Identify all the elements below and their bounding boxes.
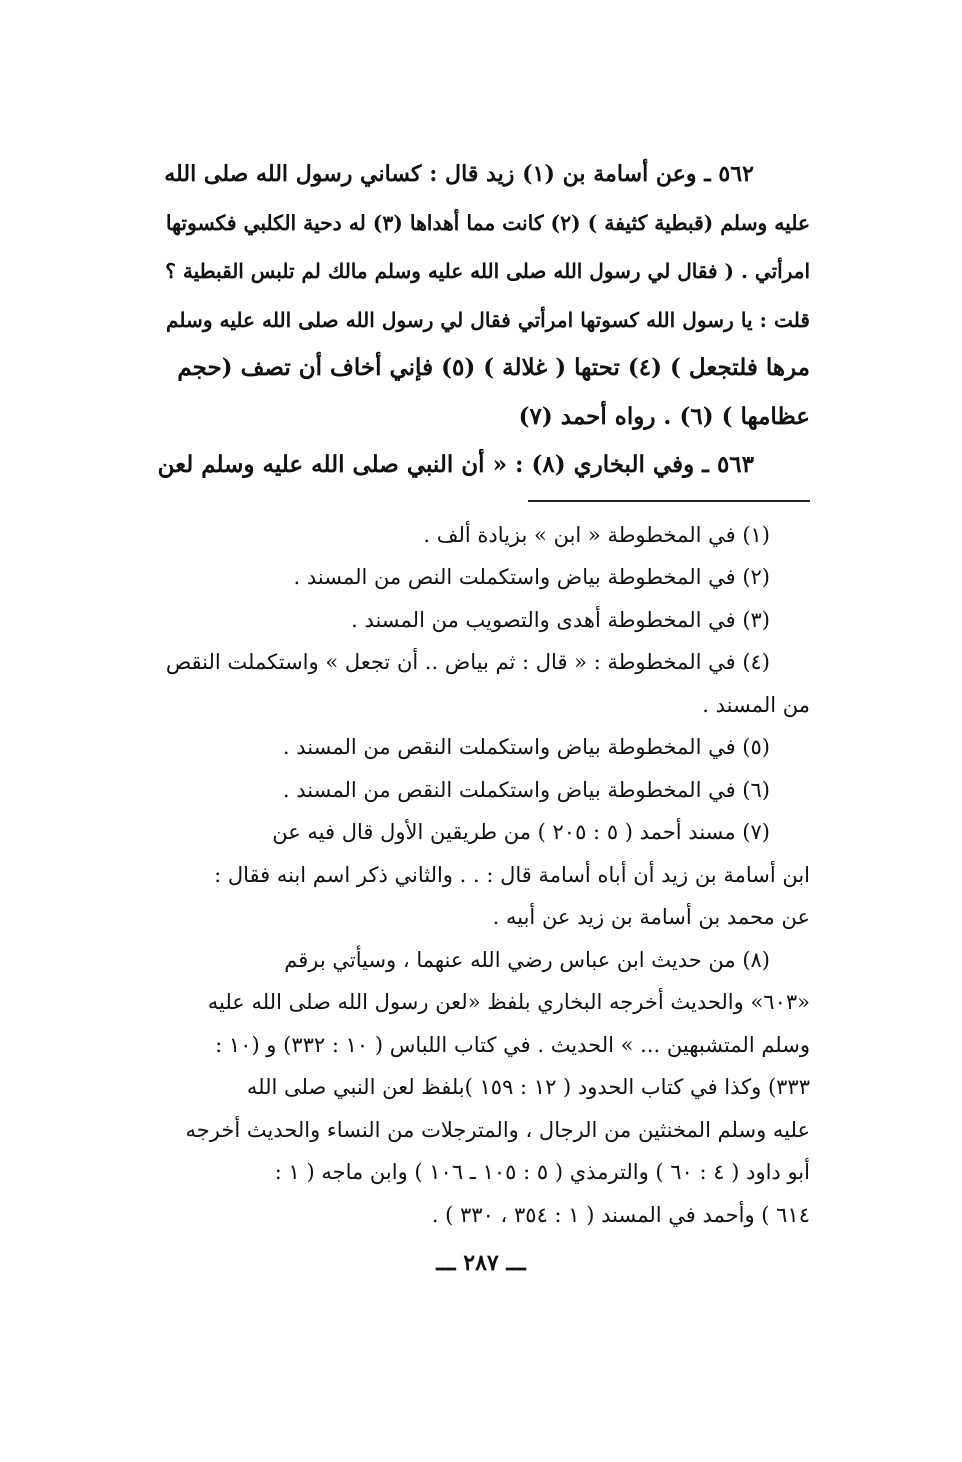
footnote-line: (٣) في المخطوطة أهدى والتصويب من المسند . xyxy=(351,607,770,632)
footnote-line: (٦) في المخطوطة بياض واستكملت النقص من المسند . xyxy=(282,777,770,802)
footnote-8 xyxy=(152,939,810,1237)
footnote-line: (٨) من حديث ابن عباس رضي الله عنهما ، وسيأتي برقم xyxy=(284,947,770,972)
footnote-line: عن محمد بن أسامة بن زيد عن أبيه . xyxy=(492,905,810,929)
text-line: قلت : يا رسول الله كسوتها امرأتي فقال لي رسول الله صلى الله عليه وسلم xyxy=(165,307,810,332)
footnote-separator xyxy=(528,500,810,502)
footnote-5 xyxy=(152,726,810,769)
footnote-7 xyxy=(152,811,810,939)
footnote-4 xyxy=(152,641,810,726)
hadith-562 xyxy=(152,150,810,441)
text-line: عليه وسلم (قبطية كثيفة ) (٢) كانت مما أهداها (٣) له دحية الكلبي فكسوتها xyxy=(165,210,810,235)
footnote-line: «٦٠٣» والحديث أخرجه البخاري بلفظ «لعن رسول الله صلى الله عليه xyxy=(207,990,810,1014)
footnote-line: من المسند . xyxy=(702,692,810,717)
footnote-2 xyxy=(152,556,810,599)
footnote-line: (١) في المخطوطة « ابن » بزيادة ألف . xyxy=(423,522,770,547)
footnote-6 xyxy=(152,769,810,812)
text-line: ٥٦٢ ـ وعن أسامة بن (١) زيد قال : كساني رسول الله صلى الله xyxy=(164,161,754,187)
footnote-line: ٦١٤ ) وأحمد في المسند ( ١ : ٣٥٤ ، ٣٣٠ ) . xyxy=(431,1202,810,1227)
footnotes xyxy=(152,514,810,1237)
main-text xyxy=(152,150,810,490)
text-line: مرها فلتجعل ) (٤) تحتها ( غلالة ) (٥) فإني أخاف أن تصف (حجم xyxy=(177,354,810,381)
footnote-line: (٤) في المخطوطة : « قال : ثم بياض .. أن تجعل » واستكملت النقص xyxy=(165,650,770,674)
footnote-line: أبو داود ( ٤ : ٦٠ ) والترمذي ( ٥ : ١٠٥ ـ ١٠٦ ) وابن ماجه ( ١ : xyxy=(274,1160,810,1184)
footnote-line: عليه وسلم المخنثين من الرجال ، والمترجلات من النساء والحديث أخرجه xyxy=(185,1117,810,1142)
hadith-563 xyxy=(152,441,810,490)
page-number: ـــ ٢٨٧ ـــ xyxy=(436,1250,526,1276)
footnote-line: (٢) في المخطوطة بياض واستكملت النص من المسند . xyxy=(293,565,770,589)
footnote-3 xyxy=(152,599,810,642)
text-line: امرأتي . ( فقال لي رسول الله صلى الله عليه وسلم مالك لم تلبس القبطية ؟ xyxy=(165,259,810,283)
footnote-line: ٣٣٣) وكذا في كتاب الحدود ( ١٢ : ١٥٩ )بلفظ لعن النبي صلى الله xyxy=(246,1075,810,1099)
footnote-line: (٥) في المخطوطة بياض واستكملت النقص من المسند . xyxy=(282,735,770,759)
footnote-line: وسلم المتشبهين ... » الحديث . في كتاب اللباس ( ١٠ : ٣٣٢) و (١٠ : xyxy=(215,1032,810,1057)
footnote-line: (٧) مسند أحمد ( ٥ : ٢٠٥ ) من طريقين الأول قال فيه عن xyxy=(272,820,770,844)
footnote-1 xyxy=(152,514,810,557)
footnote-line: ابن أسامة بن زيد أن أباه أسامة قال : . . والثاني ذكر اسم ابنه فقال : xyxy=(214,862,810,887)
text-line: ٥٦٣ ـ وفي البخاري (٨) : « أن النبي صلى الله عليه وسلم لعن xyxy=(157,451,754,478)
text-line: عظامها ) (٦) . رواه أحمد (٧) xyxy=(518,402,810,430)
